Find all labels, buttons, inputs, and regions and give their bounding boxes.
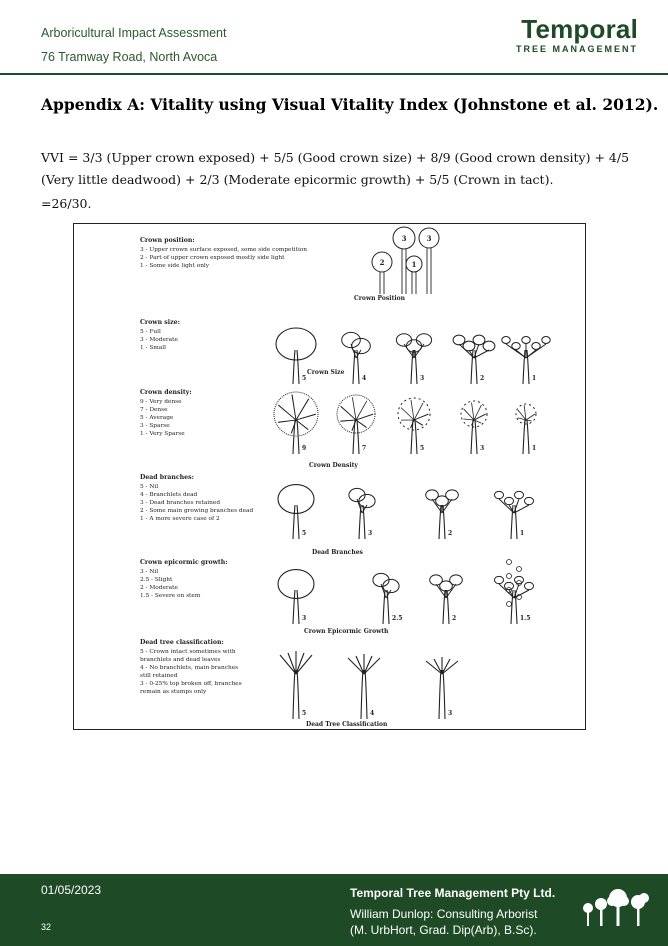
section-caption: Dead Branches (312, 549, 363, 556)
section-item: 3 - Dead branches retained (140, 500, 221, 506)
page-footer (0, 874, 668, 946)
tree-illustration (372, 252, 392, 294)
tree-label: 1 (411, 260, 417, 269)
section-item: 2 - Moderate (140, 585, 178, 591)
section-item: remain as stumps only (140, 689, 207, 695)
tree-illustration (337, 395, 375, 454)
tree-illustration (419, 228, 439, 294)
vitality-section (140, 639, 458, 728)
tree-label: 3 (480, 445, 485, 452)
tree-illustration (278, 570, 314, 624)
tree-label: 5 (302, 375, 307, 382)
section-item: 2.5 - Slight (140, 577, 173, 583)
section-item: 1 - Very Sparse (140, 431, 185, 437)
tree-label: 1 (520, 530, 525, 537)
tree-label: 2 (448, 530, 453, 537)
tree-illustration (349, 488, 375, 539)
section-item: 2 - Part of upper crown exposed mostly side light (140, 255, 285, 261)
tree-illustration (398, 398, 430, 454)
section-item: 9 - Very dense (140, 399, 182, 405)
company-logo-text: Temporal (521, 14, 638, 44)
tree-illustration (348, 654, 380, 719)
tree-illustration (502, 337, 550, 384)
section-item: 1.5 - Severe on stem (140, 593, 201, 599)
tree-label: 3 (368, 530, 373, 537)
section-title: Crown epicormic growth: (140, 559, 228, 566)
tree-illustration (278, 485, 314, 539)
vitality-section (140, 389, 536, 469)
section-item: 3 - 0-25% top broken off, branches (140, 681, 242, 687)
section-caption: Crown Position (354, 295, 405, 302)
vitality-section (140, 559, 534, 635)
tree-illustration (461, 401, 487, 454)
tree-illustration (280, 651, 312, 719)
tree-label: 1 (532, 445, 537, 452)
tree-label: 2 (452, 615, 457, 622)
section-title: Dead tree classification: (140, 639, 224, 646)
tree-label: 3 (426, 234, 432, 243)
tree-label: 1.5 (520, 615, 531, 622)
vitality-section (140, 474, 534, 556)
tree-label: 5 (302, 710, 307, 717)
section-item: branchlets and dead leaves (140, 657, 221, 663)
section-item: 1 - Some side light only (140, 263, 210, 269)
appendix-heading: Appendix A: Vitality using Visual Vitality Index (Johnstone et al. 2012). (41, 95, 659, 114)
tree-label: 3 (401, 234, 407, 243)
vitality-index-figure (73, 223, 586, 730)
company-logo-subtitle: TREE MANAGEMENT (516, 44, 638, 54)
section-item: 3 - Nil (140, 569, 159, 575)
tree-illustration (274, 392, 318, 454)
section-item: 2 - Some main growing branches dead (140, 508, 254, 514)
document-title: Arboricultural Impact Assessment (41, 26, 227, 40)
footer-consultant: William Dunlop: Consulting Arborist (350, 907, 538, 921)
tree-illustration (495, 560, 534, 625)
tree-label: 7 (362, 445, 367, 452)
section-caption: Dead Tree Classification (306, 721, 388, 728)
section-title: Crown size: (140, 319, 180, 326)
section-caption: Crown Size (307, 369, 345, 376)
section-title: Dead branches: (140, 474, 194, 481)
section-item: 5 - Nil (140, 484, 159, 490)
tree-illustration (406, 256, 422, 294)
section-item: 7 - Dense (140, 407, 168, 413)
section-caption: Crown Density (309, 462, 358, 469)
footer-date: 01/05/2023 (41, 883, 102, 897)
section-item: 1 - Small (140, 345, 166, 351)
section-item: 3 - Moderate (140, 337, 178, 343)
tree-label: 3 (448, 710, 453, 717)
section-item: 5 - Average (140, 415, 174, 421)
tree-illustration (495, 491, 534, 539)
tree-label: 5 (302, 530, 307, 537)
tree-label: 5 (420, 445, 425, 452)
tree-illustration (396, 334, 431, 384)
tree-label: 1 (532, 375, 537, 382)
section-item: 4 - No branchlets, main branches (140, 665, 239, 671)
tree-label: 4 (362, 375, 367, 382)
page-number: 32 (41, 922, 52, 932)
tree-illustration (342, 332, 371, 384)
tree-illustration (453, 335, 495, 384)
section-title: Crown position: (140, 237, 195, 244)
footer-company: Temporal Tree Management Pty Ltd. (350, 886, 556, 900)
section-item: 3 - Upper crown surface exposed, some side competition (140, 247, 308, 253)
tree-illustration (426, 657, 458, 719)
tree-illustration (426, 490, 459, 539)
vitality-diagram (74, 224, 585, 729)
tree-label: 3 (302, 615, 307, 622)
section-item: 4 - Branchlets dead (140, 492, 198, 498)
vvi-formula: VVI = 3/3 (Upper crown exposed) + 5/5 (Good crown size) + 8/9 (Good crown density) + 4/5 (Very little deadwood) + 2/3 (Moderate epicormic growth) + 5/5 (Crown in tact). (41, 150, 630, 187)
tree-label: 2 (480, 375, 485, 382)
section-title: Crown density: (140, 389, 192, 396)
section-item: 3 - Sparse (140, 423, 170, 429)
vvi-total: =26/30. (41, 196, 92, 211)
section-caption: Crown Epicormic Growth (304, 628, 389, 635)
tree-label: 3 (420, 375, 425, 382)
site-address: 76 Tramway Road, North Avoca (41, 50, 218, 64)
tree-illustration (430, 575, 463, 624)
vitality-section (140, 227, 439, 302)
tree-label: 9 (302, 445, 307, 452)
page-header (0, 0, 668, 76)
header-divider (0, 73, 668, 75)
tree-logo-icon (578, 886, 654, 930)
tree-illustration (516, 404, 536, 454)
tree-label: 4 (370, 710, 375, 717)
vitality-section (140, 319, 550, 384)
tree-illustration (373, 573, 403, 624)
section-item: 1 - A more severe case of 2 (140, 516, 220, 522)
tree-label: 2.5 (392, 615, 403, 622)
section-item: 5 - Crown intact sometimes with (140, 649, 236, 655)
section-item: 5 - Full (140, 329, 161, 335)
tree-label: 2 (379, 258, 385, 267)
footer-qualifications: (M. UrbHort, Grad. Dip(Arb), B.Sc). (350, 923, 537, 937)
section-item: still retained (140, 673, 178, 679)
